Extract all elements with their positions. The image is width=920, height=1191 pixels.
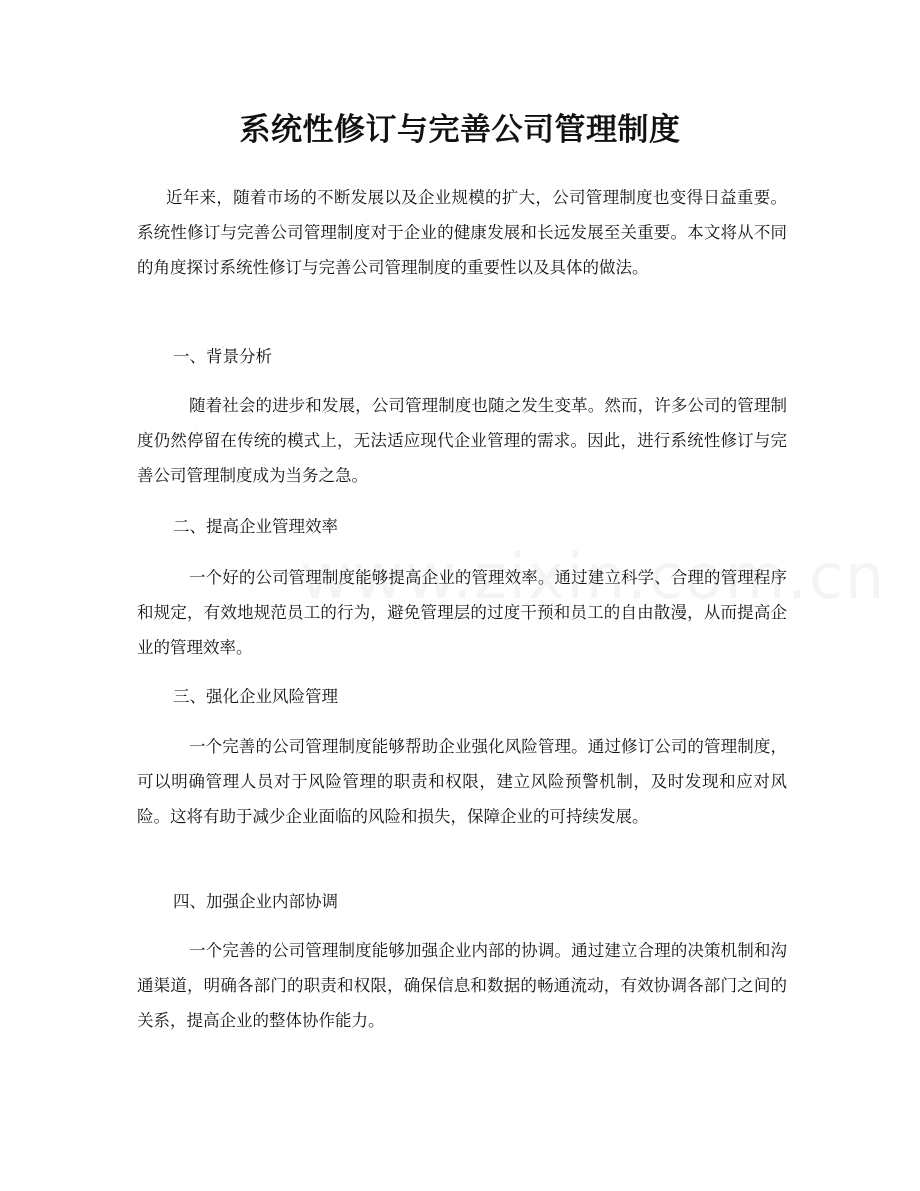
section-paragraph-coordination: 一个完善的公司管理制度能够加强企业内部的协调。通过建立合理的决策机制和沟通渠道，明确各部门的职责和权限，确保信息和数据的畅通流动，有效协调各部门之间的关系，提高企业的整体协作能力。 <box>137 941 787 1030</box>
section-paragraph-efficiency: 一个好的公司管理制度能够提高企业的管理效率。通过建立科学、合理的管理程序和规定，有效地规范员工的行为，避免管理层的过度干预和员工的自由散漫，从而提高企业的管理效率。 <box>137 568 787 657</box>
section-heading-risk: 三、强化企业风险管理 <box>173 687 338 706</box>
section-heading-coordination: 四、加强企业内部协调 <box>173 892 338 911</box>
section-heading-background: 一、背景分析 <box>173 347 272 366</box>
intro-paragraph: 近年来，随着市场的不断发展以及企业规模的扩大，公司管理制度也变得日益重要。系统性修订与完善公司管理制度对于企业的健康发展和长远发展至关重要。本文将从不同的角度探讨系统性修订与完善公司管理制度的重要性以及具体的做法。 <box>137 188 787 277</box>
section-paragraph-background: 随着社会的进步和发展，公司管理制度也随之发生变革。然而，许多公司的管理制度仍然停留在传统的模式上，无法适应现代企业管理的需求。因此，进行系统性修订与完善公司管理制度成为当务之急。 <box>137 396 787 485</box>
section-heading-efficiency: 二、提高企业管理效率 <box>173 517 338 536</box>
section-paragraph-risk: 一个完善的公司管理制度能够帮助企业强化风险管理。通过修订公司的管理制度，可以明确管理人员对于风险管理的职责和权限，建立风险预警机制，及时发现和应对风险。这将有助于减少企业面临的风险和损失，保障企业的可持续发展。 <box>137 737 787 826</box>
document-title: 系统性修订与完善公司管理制度 <box>239 112 681 148</box>
